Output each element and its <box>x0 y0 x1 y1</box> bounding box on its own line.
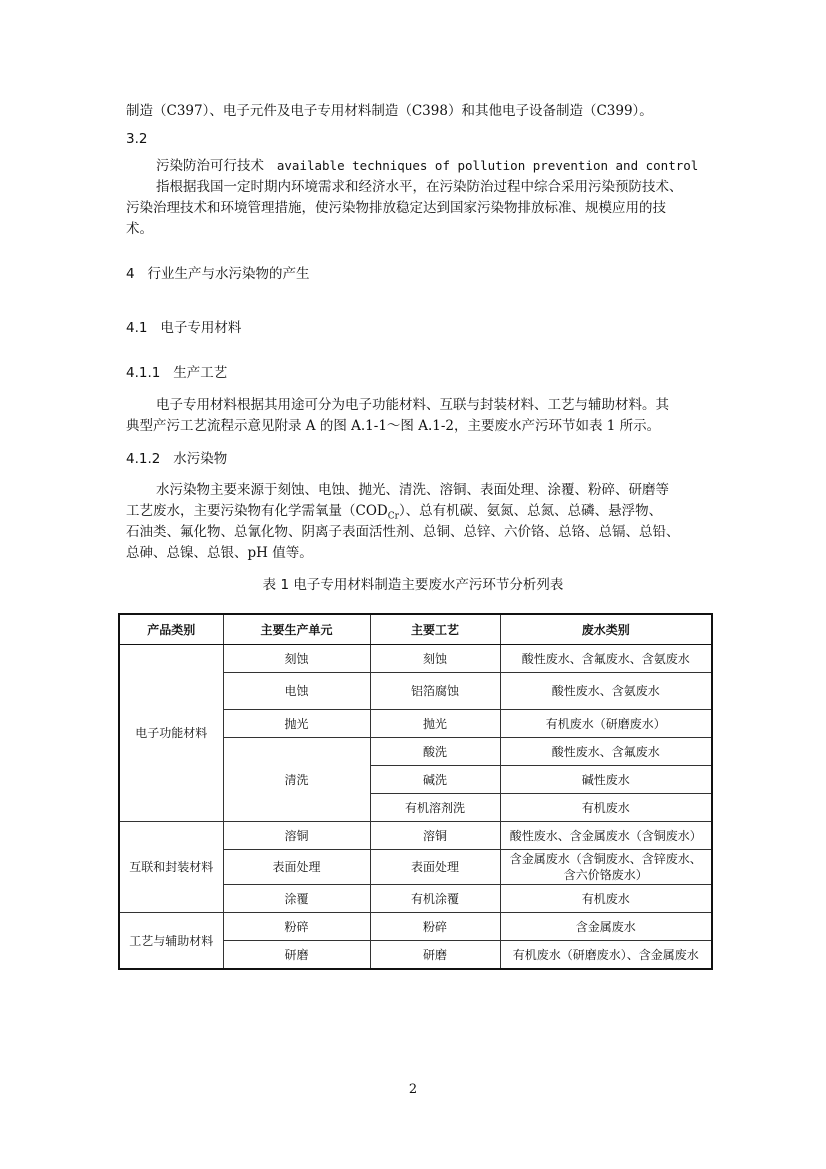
pollutant-text-a: 工艺废水，主要污染物有化学需氧量（COD <box>126 503 388 519</box>
waste-cell: 酸性废水、含氨废水 <box>500 673 712 710</box>
section-4-1-1-title: 生产工艺 <box>173 365 228 381</box>
header-waste: 废水类别 <box>500 614 712 645</box>
table-row <box>119 822 712 850</box>
unit-cell: 抛光 <box>223 710 370 738</box>
waste-line-1: 含金属废水（含铜废水、含锌废水、 <box>509 852 702 866</box>
table-row <box>119 645 712 673</box>
table-header-row <box>119 614 712 645</box>
unit-cell: 表面处理 <box>223 850 370 885</box>
section-4-number: 4 <box>126 266 135 282</box>
process-cell: 抛光 <box>370 710 500 738</box>
section-4-1-1-heading <box>126 363 227 383</box>
process-cell: 溶铜 <box>370 822 500 850</box>
waste-cell: 有机废水（研磨废水） <box>500 710 712 738</box>
term-en: available techniques of pollution prevention and control <box>276 158 699 173</box>
section-4-heading <box>126 264 309 284</box>
term-cn: 污染防治可行技术 <box>156 158 264 174</box>
waste-cell: 酸性废水、含氟废水 <box>500 738 712 766</box>
category-cell: 互联和封装材料 <box>119 822 223 913</box>
term-heading <box>156 156 698 176</box>
header-unit: 主要生产单元 <box>223 614 370 645</box>
waste-cell: 有机废水 <box>500 794 712 822</box>
category-cell: 工艺与辅助材料 <box>119 913 223 970</box>
waste-cell: 有机废水（研磨废水）、含金属废水 <box>500 941 712 970</box>
waste-cell: 含金属废水 <box>500 913 712 941</box>
waste-line-2: 含六价铬废水） <box>563 868 648 882</box>
section-3-2-number: 3.2 <box>126 131 148 147</box>
section-4-1-title: 电子专用材料 <box>160 320 242 336</box>
unit-cell: 清洗 <box>223 738 370 822</box>
header-category: 产品类别 <box>119 614 223 645</box>
wastewater-table <box>118 613 713 970</box>
process-cell: 粉碎 <box>370 913 500 941</box>
process-cell: 表面处理 <box>370 850 500 885</box>
section-4-1-2-heading <box>126 449 227 469</box>
process-cell: 铝箔腐蚀 <box>370 673 500 710</box>
waste-cell: 有机废水 <box>500 885 712 913</box>
category-cell: 电子功能材料 <box>119 645 223 822</box>
process-cell: 刻蚀 <box>370 645 500 673</box>
unit-cell: 溶铜 <box>223 822 370 850</box>
section-4-1-number: 4.1 <box>126 320 148 336</box>
header-process: 主要工艺 <box>370 614 500 645</box>
pollutant-para-line-4: 总砷、总镍、总银、pH 值等。 <box>126 545 313 561</box>
unit-cell: 粉碎 <box>223 913 370 941</box>
section-4-1-2-number: 4.1.2 <box>126 451 161 467</box>
definition-line-1: 指根据我国一定时期内环境需求和经济水平，在污染防治过程中综合采用污染预防技术、 <box>156 179 683 195</box>
process-para-line-1: 电子专用材料根据其用途可分为电子功能材料、互联与封装材料、工艺与辅助材料。其 <box>156 397 669 413</box>
waste-cell <box>500 850 712 885</box>
section-4-1-heading <box>126 318 241 338</box>
pollutant-para-line-1: 水污染物主要来源于刻蚀、电蚀、抛光、清洗、溶铜、表面处理、涂覆、粉碎、研磨等 <box>156 482 669 498</box>
section-4-1-2-title: 水污染物 <box>173 451 228 467</box>
unit-cell: 刻蚀 <box>223 645 370 673</box>
unit-cell: 涂覆 <box>223 885 370 913</box>
unit-cell: 电蚀 <box>223 673 370 710</box>
section-4-title: 行业生产与水污染物的产生 <box>147 266 310 282</box>
table-row <box>119 913 712 941</box>
process-para-line-2: 典型产污工艺流程示意见附录 A 的图 A.1-1～图 A.1-2，主要废水产污环节如表 1 所示。 <box>126 418 661 434</box>
waste-cell: 酸性废水、含氟废水、含氨废水 <box>500 645 712 673</box>
pollutant-para-line-3: 石油类、氟化物、总氰化物、阴离子表面活性剂、总铜、总锌、六价铬、总铬、总镉、总铅、 <box>126 524 680 540</box>
pollutant-text-b: ）、总有机碳、氨氮、总氮、总磷、悬浮物、 <box>398 503 663 519</box>
process-cell: 研磨 <box>370 941 500 970</box>
cod-subscript: Cr <box>387 511 399 522</box>
waste-cell: 酸性废水、含金属废水（含铜废水） <box>500 822 712 850</box>
definition-line-3: 术。 <box>126 221 153 237</box>
definition-line-2: 污染治理技术和环境管理措施，使污染物排放稳定达到国家污染物排放标准、规模应用的技 <box>126 200 666 216</box>
intro-line: 制造（C397）、电子元件及电子专用材料制造（C398）和其他电子设备制造（C399）。 <box>126 103 653 119</box>
process-cell: 碱洗 <box>370 766 500 794</box>
process-cell: 有机涂覆 <box>370 885 500 913</box>
table-caption: 表 1 电子专用材料制造主要废水产污环节分析列表 <box>262 577 564 593</box>
waste-cell: 碱性废水 <box>500 766 712 794</box>
page-number: 2 <box>408 1082 418 1097</box>
process-cell: 有机溶剂洗 <box>370 794 500 822</box>
unit-cell: 研磨 <box>223 941 370 970</box>
section-4-1-1-number: 4.1.1 <box>126 365 161 381</box>
process-cell: 酸洗 <box>370 738 500 766</box>
